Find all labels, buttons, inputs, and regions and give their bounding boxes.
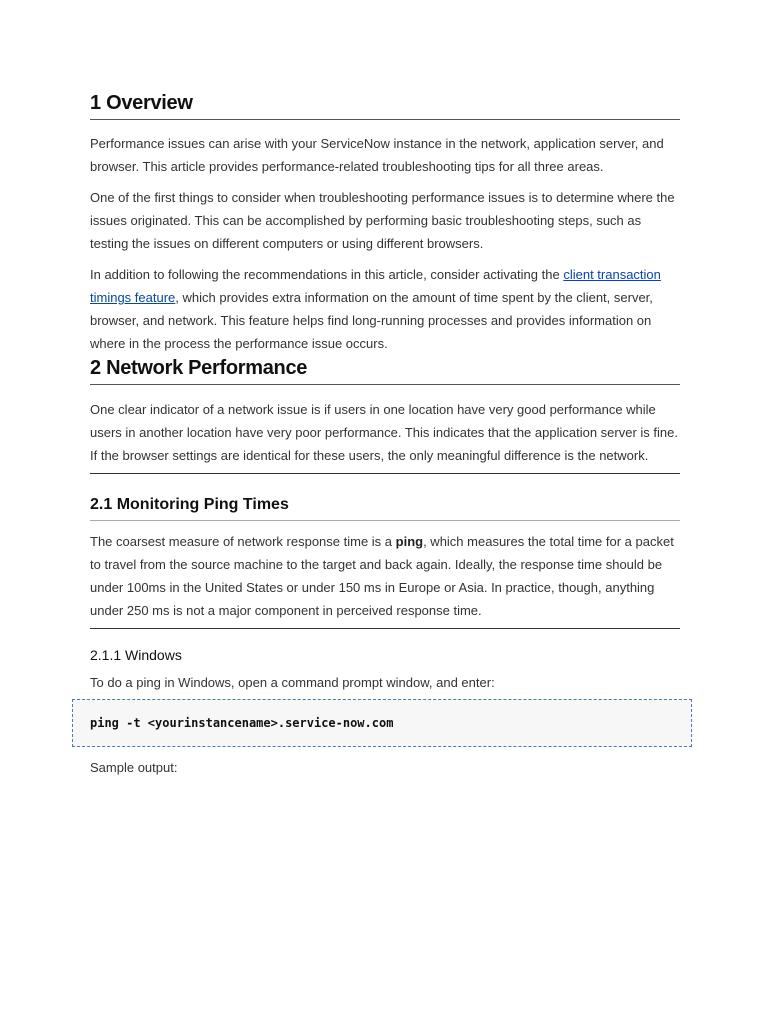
ping-paragraph-1 — [90, 530, 680, 622]
overview-paragraph-1: Performance issues can arise with your ServiceNow instance in the network, application server, and browser. This article provides performance-related troubleshooting tips for all three areas. — [90, 136, 664, 174]
section-divider — [90, 473, 680, 474]
network-paragraph-1: One clear indicator of a network issue is if users in one location have very good performance while users in another location have very poor performance. This indicates that the application server is fine. If the browser settings are identical for these users, the only meaningful difference is the network. — [90, 402, 678, 463]
ping-paragraph-text-after: , which measures the total time for a packet to travel from the source machine to the target and back again. Ideally, the response time should be under 100ms in the United States or under 150 ms in Europe or Asia. In practice, though, anything under 250 ms is not a major component in perceived response time. — [90, 534, 674, 618]
overview-paragraph-3-text-after: , which provides extra information on the amount of time spent by the client, server, browser, and network. This feature helps find long-running processes and provides information on where in the process the performance issue occurs. — [90, 290, 653, 351]
windows-intro-paragraph: To do a ping in Windows, open a command prompt window, and enter: — [90, 675, 495, 690]
client-transaction-timings-link[interactable]: client transaction timings feature — [90, 267, 661, 305]
ping-paragraph-text-before: The coarsest measure of network response time is a — [90, 534, 396, 549]
sample-output-label: Sample output: — [90, 760, 178, 775]
overview-heading: 1 Overview — [90, 92, 680, 120]
code-block — [72, 699, 692, 747]
overview-paragraph-3 — [90, 263, 680, 355]
overview-paragraph-3-text-before: In addition to following the recommendations in this article, consider activating the — [90, 267, 564, 282]
monitoring-ping-times-heading: 2.1 Monitoring Ping Times — [90, 496, 680, 521]
ping-command: ping -t <yourinstancename>.service-now.com — [90, 716, 394, 730]
network-performance-heading: 2 Network Performance — [90, 357, 680, 385]
overview-paragraph-2: One of the first things to consider when troubleshooting performance issues is to determine where the issues originated. This can be accomplished by performing basic troubleshooting steps, such as testing the issues on different computers or using different browsers. — [90, 190, 675, 251]
article-content — [90, 92, 680, 779]
windows-heading: 2.1.1 Windows — [90, 647, 182, 663]
section-divider — [90, 628, 680, 629]
ping-term: ping — [395, 534, 424, 549]
